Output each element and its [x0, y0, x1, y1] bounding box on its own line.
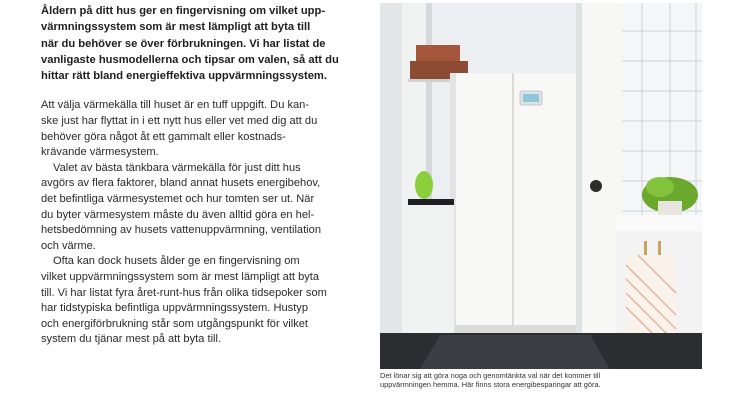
body-line: och värme. — [41, 239, 96, 252]
body-line: hetsbedömning av husets vattenuppvärmning, ventilation — [41, 224, 321, 237]
body-line: Ofta kan dock husets ålder ge en fingervisning om — [53, 255, 300, 268]
body-line: ske just har flyttat in i ett nytt hus eller vet med dig att du — [41, 115, 318, 128]
lead-paragraph — [41, 3, 368, 84]
caption-line: uppvärmningen hemma. Här finns stora energibesparingar att göra. — [380, 380, 601, 389]
body-line: till. Vi har listat fyra året-runt-hus från olika tidsepoker som — [41, 286, 327, 299]
heat-pump-illustration — [380, 3, 702, 369]
body-line: det befintliga värmesystemet och hur tomten ser ut. När — [41, 193, 315, 206]
heat-pump-photo — [380, 3, 702, 369]
body-line: avgörs av flera faktorer, bland annat husets energibehov, — [41, 177, 321, 190]
article-column — [41, 3, 368, 348]
lead-line: när du behöver se över förbrukningen. Vi har listat de — [41, 37, 326, 50]
body-line: vilket uppvärmningssystem som är mest lämpligt att byta — [41, 271, 320, 284]
body-line: behöver göra något åt ett gammalt eller kostnads- — [41, 130, 286, 143]
body-text — [41, 98, 368, 348]
lead-line: vanligaste husmodellerna och tipsar om valen, så att du — [41, 53, 339, 66]
body-line: har tidstypiska befintliga uppvärmningssystem. Hustyp — [41, 302, 308, 315]
lead-line: värmningssystem som är mest lämpligt att byta till — [41, 21, 311, 34]
body-line: krävande värmesystem. — [41, 146, 159, 159]
body-line: du byter värmesystem måste du även alltid göra en hel- — [41, 208, 315, 221]
photo-caption — [380, 371, 710, 389]
body-line: system du tjänar mest på att byta till. — [41, 333, 222, 346]
body-line: och energiförbrukning står som utgångspunkt för vilket — [41, 317, 309, 330]
lead-line: Åldern på ditt hus ger en fingervisning om vilket upp- — [41, 5, 326, 17]
caption-line: Det lönar sig att göra noga och genomtänkta val när det kommer till — [380, 371, 601, 380]
body-line: Att välja värmekälla till huset är en tuff uppgift. Du kan- — [41, 99, 310, 112]
lead-line: hittar rätt bland energieffektiva uppvärmningssystem. — [41, 70, 327, 83]
body-line: Valet av bästa tänkbara värmekälla för just ditt hus — [53, 161, 301, 174]
